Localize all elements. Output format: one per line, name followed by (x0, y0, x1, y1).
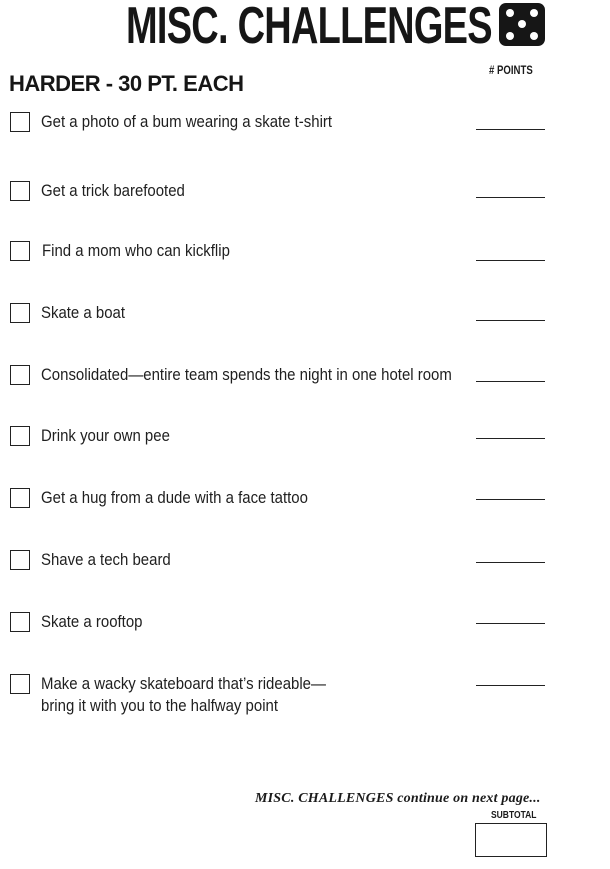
challenge-label: Shave a tech beard (41, 550, 171, 569)
challenge-checkbox[interactable] (10, 365, 30, 385)
challenge-label: Get a hug from a dude with a face tattoo (41, 488, 308, 507)
points-blank[interactable] (476, 623, 545, 624)
challenge-checkbox[interactable] (10, 550, 30, 570)
challenge-label: Consolidated—entire team spends the night in one hotel room (41, 365, 452, 384)
points-column-label: # POINTS (489, 63, 533, 77)
challenge-label-line1: Make a wacky skateboard that’s rideable— (41, 674, 326, 693)
challenge-label: Find a mom who can kickflip (42, 241, 230, 260)
challenge-label: Get a trick barefooted (41, 181, 185, 200)
challenge-checkbox[interactable] (10, 426, 30, 446)
challenge-label: Drink your own pee (41, 426, 170, 445)
points-blank[interactable] (476, 129, 545, 130)
points-blank[interactable] (476, 562, 545, 563)
continue-note: MISC. CHALLENGES continue on next page... (255, 791, 541, 806)
points-blank[interactable] (476, 197, 545, 198)
subtotal-box[interactable] (475, 823, 547, 857)
section-heading: HARDER - 30 PT. EACH (9, 71, 244, 96)
challenge-checkbox[interactable] (10, 241, 30, 261)
points-blank[interactable] (476, 320, 545, 321)
challenge-checkbox[interactable] (10, 112, 30, 132)
challenge-label: Skate a rooftop (41, 612, 143, 631)
challenge-checkbox[interactable] (10, 488, 30, 508)
points-blank[interactable] (476, 381, 545, 382)
points-blank[interactable] (476, 685, 545, 686)
points-blank[interactable] (476, 438, 545, 439)
challenge-checkbox[interactable] (10, 303, 30, 323)
subtotal-label: SUBTOTAL (491, 810, 537, 821)
page-title: MISC. CHALLENGES (126, 0, 492, 55)
points-blank[interactable] (476, 260, 545, 261)
dice-icon (499, 3, 545, 46)
points-blank[interactable] (476, 499, 545, 500)
challenge-label: Skate a boat (41, 303, 126, 322)
challenge-checkbox[interactable] (10, 181, 30, 201)
challenge-label: Get a photo of a bum wearing a skate t-shirt (41, 112, 333, 131)
challenge-label-line2: bring it with you to the halfway point (41, 696, 279, 715)
challenge-checkbox[interactable] (10, 674, 30, 694)
challenge-label (41, 673, 326, 717)
challenge-checkbox[interactable] (10, 612, 30, 632)
